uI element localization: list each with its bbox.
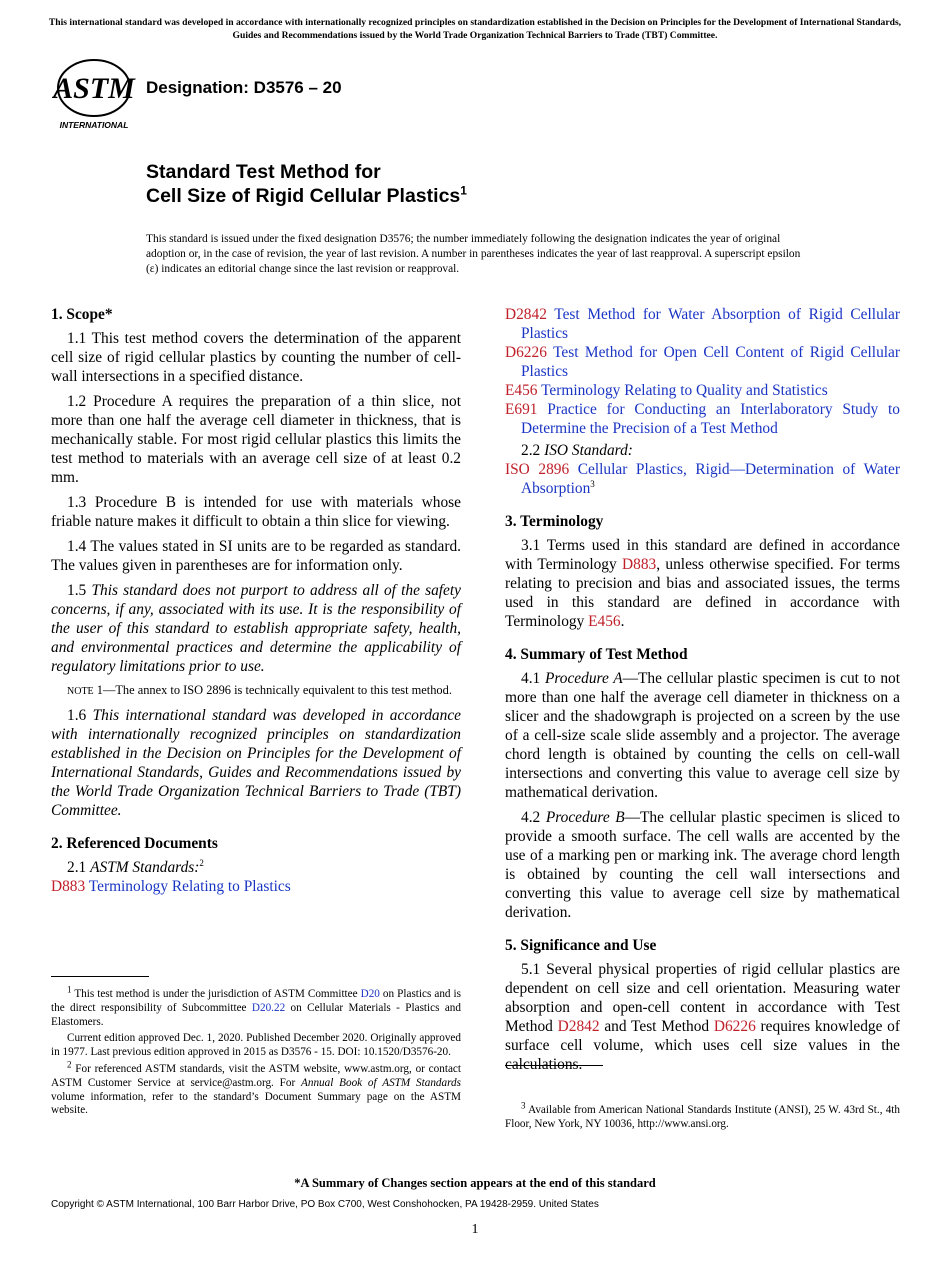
reference-iso-2896[interactable]: ISO 2896 Cellular Plastics, Rigid—Determination of Water Absorption$^3$ xyxy=(505,461,900,497)
astm-logo xyxy=(52,58,136,132)
paragraph-1-4: 1.4 The values stated in SI units are to be regarded as standard. The values given in parentheses are for information only. xyxy=(51,538,461,574)
link-d6226[interactable]: D6226 xyxy=(713,1018,756,1035)
paragraph-1-5: 1.5 This standard does not purport to address all of the safety concerns, if any, associated with its use. It is the responsibility of the user of this standard to establish appropriate safety, health, and environmental practices and determine the applicability of regulatory limitations prior to use. xyxy=(51,582,461,675)
footnote-divider-left xyxy=(51,976,149,977)
paragraph-3-1: 3.1 Terms used in this standard are defined in accordance with Terminology D883, unless otherwise specified. For terms relating to precision and bias and associated issues, the terms used in this standard are defined in accordance with Terminology E456. xyxy=(505,537,901,630)
top-notice: This international standard was developed in accordance with internationally recognized principles on standardization established in the Decision on Principles for the Development of International Standards, Guides and Recommendations issued by the World Trade Organization Technical Barriers to Trade (TBT) Committee. xyxy=(48,17,902,41)
section-heading-terminology: 3. Terminology xyxy=(505,513,604,530)
paragraph-1-6: 1.6 This international standard was developed in accordance with internationally recognized principles on standardization established in the Decision on Principles for the Development of International Standards, Guides and Recommendations issued by the World Trade Organization Technical Barriers to Trade (TBT) Committee. xyxy=(51,707,461,819)
title-footnote-mark[interactable]: 1 xyxy=(460,183,467,198)
paragraph-4-1: 4.1 Procedure A—The cellular plastic specimen is cut to not more than one half the average cell diameter in thickness on a slicer and the shadowgraph is projected on a screen by the use of a cell-size scale slide assembly and a projector. The average chord length is obtained by counting the cells on cell-wall intersections and converting this value to average cell size by mathematical derivation. xyxy=(505,670,900,801)
link-e456[interactable]: E456 xyxy=(588,613,621,630)
link-d20[interactable]: D20 xyxy=(360,988,380,1000)
footnote-mark-2[interactable]: 2 xyxy=(199,857,204,868)
svg-text:ASTM: ASTM xyxy=(53,72,135,105)
footnote-divider-right xyxy=(505,1065,603,1066)
reference-d2842[interactable]: D2842 Test Method for Water Absorption of Rigid Cellular Plastics xyxy=(505,306,900,342)
paragraph-2-1: 2.1 ASTM Standards:$^2$ xyxy=(67,857,204,876)
section-heading-scope: 1. Scope* xyxy=(51,306,113,323)
designation: Designation: D3576 – 20 xyxy=(146,78,342,97)
link-d20-22[interactable]: D20.22 xyxy=(251,1001,286,1014)
section-heading-summary: 4. Summary of Test Method xyxy=(505,646,688,663)
reference-e691[interactable]: E691 Practice for Conducting an Interlaboratory Study to Determine the Precision of a Test Method xyxy=(505,401,900,437)
svg-text:INTERNATIONAL: INTERNATIONAL xyxy=(59,120,129,130)
footnote-2: $^2$ For referenced ASTM standards, visit the ASTM website, www.astm.org, or contact ASTM Customer Service at service@astm.org. For Annual Book of ASTM Standards volume information, refer to the standard’s Document Summary page on the ASTM website. xyxy=(51,1059,461,1117)
reference-e456[interactable]: E456 Terminology Relating to Quality and Statistics xyxy=(505,382,828,399)
paragraph-1-3: 1.3 Procedure B is intended for use with materials whose friable nature makes it difficult to obtain a thin slice for viewing. xyxy=(51,494,461,530)
link-d883[interactable]: D883 xyxy=(622,556,657,573)
astm-logo-icon xyxy=(52,58,136,132)
copyright: Copyright © ASTM International, 100 Barr Harbor Drive, PO Box C700, West Conshohocken, PA 19428-2959. United States xyxy=(51,1199,599,1210)
footnote-1-current-edition: Current edition approved Dec. 1, 2020. Published December 2020. Originally approved in 1977. Last previous edition approved in 2015 as D3576 - 15. DOI: 10.1520/D3576-20. xyxy=(51,1032,461,1059)
footnote-3: $^3$ Available from American National Standards Institute (ANSI), 25 W. 43rd St., 4th Floor, New York, NY 10036, http://www.ansi.org. xyxy=(505,1100,900,1130)
left-column xyxy=(51,305,461,896)
title-line-1: Standard Test Method for xyxy=(146,161,381,183)
reference-d6226[interactable]: D6226 Test Method for Open Cell Content of Rigid Cellular Plastics xyxy=(505,344,900,380)
title-line-2: Cell Size of Rigid Cellular Plastics$^1$ xyxy=(146,183,467,207)
section-heading-referenced-documents: 2. Referenced Documents xyxy=(51,835,218,852)
reference-d883[interactable]: D883 Terminology Relating to Plastics xyxy=(51,878,291,895)
issue-note: This standard is issued under the fixed designation D3576; the number immediately following the designation indicates the year of original adoption or, in the case of revision, the year of last revision. A number in parentheses indicates the year of last reapproval. A superscript epsilon (ε) indicates an editorial change since the last revision or reapproval. xyxy=(146,233,801,275)
note-1: NOTE 1—The annex to ISO 2896 is technically equivalent to this test method. xyxy=(67,683,452,697)
footnotes-right xyxy=(505,1100,900,1135)
paragraph-4-2: 4.2 Procedure B—The cellular plastic specimen is sliced to provide a smooth surface. The cell walls are accented by the use of a marking pen or marking ink. The average chord length is obtained by counting the cell wall intersections and converting this value to average cell size by mathematical derivation. xyxy=(505,809,900,921)
paragraph-5-1: 5.1 Several physical properties of rigid cellular plastics are dependent on cell size and cell orientation. Measuring water absorption and open-cell content in accordance with Test Method D2842 and Test Method D6226 requires knowledge of surface cell volume, which uses cell size values in the calculations. xyxy=(505,961,900,1073)
section-heading-significance: 5. Significance and Use xyxy=(505,937,657,954)
paragraph-2-2: 2.2 ISO Standard: xyxy=(521,442,633,459)
link-d2842[interactable]: D2842 xyxy=(557,1018,600,1035)
paragraph-1-2: 1.2 Procedure A requires the preparation of a thin slice, not more than one half the average cell diameter in thickness, that is mechanically stable. For most rigid cellular plastics this limits the test method to materials with an average cell size of at least 0.2 mm. xyxy=(51,393,461,486)
right-column xyxy=(505,305,900,1080)
paragraph-1-1: 1.1 This test method covers the determination of the apparent cell size of rigid cellular plastics by counting the number of cell-wall intersections in a specified distance. xyxy=(51,330,461,385)
page-number: 1 xyxy=(471,1222,479,1237)
summary-of-changes-note: *A Summary of Changes section appears at the end of this standard xyxy=(294,1176,656,1190)
footnote-mark-3[interactable]: 3 xyxy=(590,478,595,489)
page-title xyxy=(146,160,467,208)
footnote-1: $^1$ This test method is under the jurisdiction of ASTM Committee D20 on Plastics and is the direct responsibility of Subcommittee D20.22 on Cellular Materials - Plastics and Elastomers. xyxy=(51,984,461,1028)
footnotes-left xyxy=(51,984,461,1121)
